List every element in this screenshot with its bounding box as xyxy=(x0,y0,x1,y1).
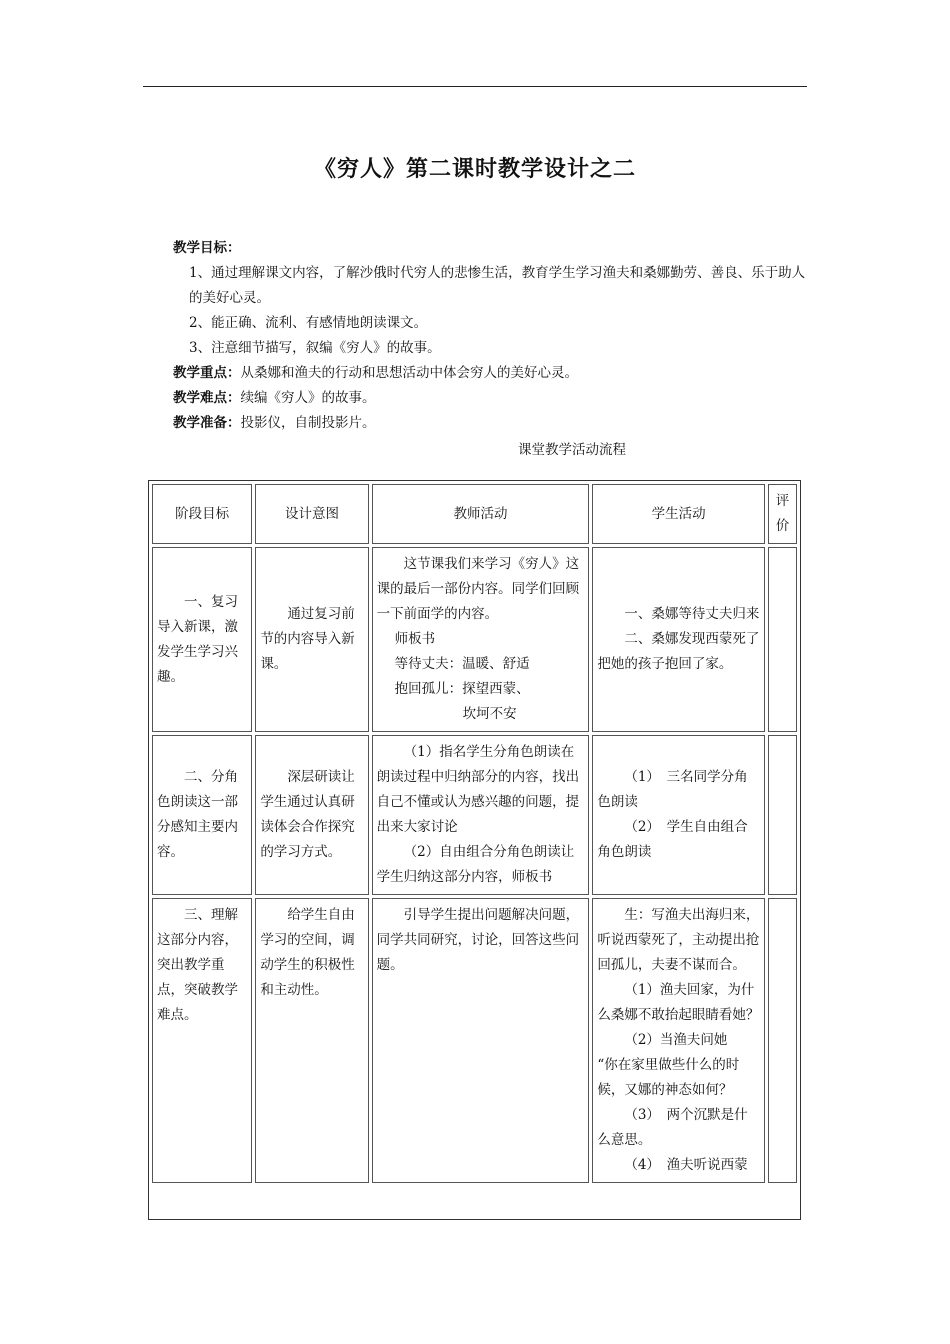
header-rule xyxy=(143,86,807,87)
row3-evaluation xyxy=(768,898,797,1183)
row2-student-item1: （1） 三名同学分角色朗读 xyxy=(597,769,748,810)
key-point-label: 教学重点： xyxy=(173,365,241,381)
row1-student-item2: 二、桑娜发现西蒙死了把她的孩子抱回了家。 xyxy=(597,631,760,672)
key-point-text: 从桑娜和渔夫的行动和思想活动中体会穷人的美好心灵。 xyxy=(240,365,578,381)
row3-student xyxy=(592,898,765,1183)
row3-student-q4: （4） 渔夫听说西蒙 xyxy=(624,1157,748,1173)
row3-teacher: 引导学生提出问题解决问题，同学共同研究，讨论，回答这些问题。 xyxy=(372,898,590,1183)
row1-evaluation xyxy=(768,547,797,732)
header-teacher: 教师活动 xyxy=(372,484,590,544)
objective-3: 3、注意细节描写，叙编《穷人》的故事。 xyxy=(189,340,441,356)
preparation xyxy=(143,411,807,436)
row3-student-intro: 生：写渔夫出海归来，听说西蒙死了，主动提出抢回孤儿，夫妻不谋而合。 xyxy=(597,907,760,973)
header-student: 学生活动 xyxy=(592,484,765,544)
header-eval-char-1: 评 xyxy=(775,493,790,509)
preparation-label: 教学准备： xyxy=(173,415,241,431)
difficulty-label: 教学难点： xyxy=(173,390,241,406)
row1-teacher-intro: 这节课我们来学习《穷人》这课的最后一部份内容。同学们回顾一下前面学的内容。 xyxy=(376,556,580,622)
preparation-text: 投影仪，自制投影片。 xyxy=(240,415,376,431)
row2-stage: 二、分角色朗读这一部分感知主要内容。 xyxy=(152,735,252,895)
objective-1: 1、通过理解课文内容，了解沙俄时代穷人的悲惨生活，教育学生学习渔夫和桑娜勤劳、善良、乐于助人的美好心灵。 xyxy=(189,265,806,306)
row1-teacher-board: 师板书 xyxy=(394,631,436,647)
header-stage: 阶段目标 xyxy=(152,484,252,544)
flow-caption: 课堂教学活动流程 xyxy=(518,442,626,458)
row1-teacher-line3: 坎坷不安 xyxy=(462,706,517,722)
table-row xyxy=(152,735,797,895)
row3-stage: 三、理解这部分内容，突出教学重点，突破教学难点。 xyxy=(152,898,252,1183)
key-point xyxy=(143,361,807,386)
header-intent: 设计意图 xyxy=(255,484,368,544)
row1-teacher xyxy=(372,547,590,732)
intro-section xyxy=(143,236,807,436)
header-eval-char-2: 价 xyxy=(775,518,790,534)
table-row xyxy=(152,898,797,1183)
row3-student-q3: （3） 两个沉默是什么意思。 xyxy=(597,1107,748,1148)
row2-teacher xyxy=(372,735,590,895)
header-evaluation xyxy=(768,484,797,544)
table-header-row xyxy=(152,484,797,544)
difficulty-text: 续编《穷人》的故事。 xyxy=(240,390,376,406)
row2-intent: 深层研读让学生通过认真研读体会合作探究的学习方式。 xyxy=(255,735,368,895)
row1-intent: 通过复习前节的内容导入新课。 xyxy=(255,547,368,732)
row3-student-q1: （1）渔夫回家，为什么桑娜不敢抬起眼睛看她？ xyxy=(597,982,760,1023)
row1-stage: 一、复习导入新课，激发学生学习兴趣。 xyxy=(152,547,252,732)
row1-student-item1: 一、桑娜等待丈夫归来 xyxy=(624,606,760,622)
objective-2: 2、能正确、流利、有感情地朗读课文。 xyxy=(189,315,428,331)
row2-student xyxy=(592,735,765,895)
row1-student xyxy=(592,547,765,732)
row3-intent: 给学生自由学习的空间，调动学生的积极性和主动性。 xyxy=(255,898,368,1183)
row3-student-q2a: （2）当渔夫问她 xyxy=(624,1032,728,1048)
row2-evaluation xyxy=(768,735,797,895)
row1-teacher-line1: 等待丈夫：温暖、舒适 xyxy=(394,656,530,672)
objectives-label: 教学目标： xyxy=(173,240,241,256)
row2-teacher-item1: （1）指名学生分角色朗读在朗读过程中归纳部分的内容，找出自己不懂或认为感兴趣的问题，提出来大家讨论 xyxy=(376,744,580,835)
document-title: 《穷人》第二课时教学设计之二 xyxy=(313,157,636,182)
row2-student-item2: （2） 学生自由组合角色朗读 xyxy=(597,819,748,860)
row2-teacher-item2: （2）自由组合分角色朗读让学生归纳这部分内容，师板书 xyxy=(376,844,575,885)
row3-student-q2b: “你在家里做些什么的时候，又娜的神态如何？ xyxy=(597,1057,740,1098)
difficulty xyxy=(143,386,807,411)
row1-teacher-line2: 抱回孤儿：探望西蒙、 xyxy=(394,681,530,697)
lesson-flow-table xyxy=(148,480,801,1220)
table-row xyxy=(152,547,797,732)
